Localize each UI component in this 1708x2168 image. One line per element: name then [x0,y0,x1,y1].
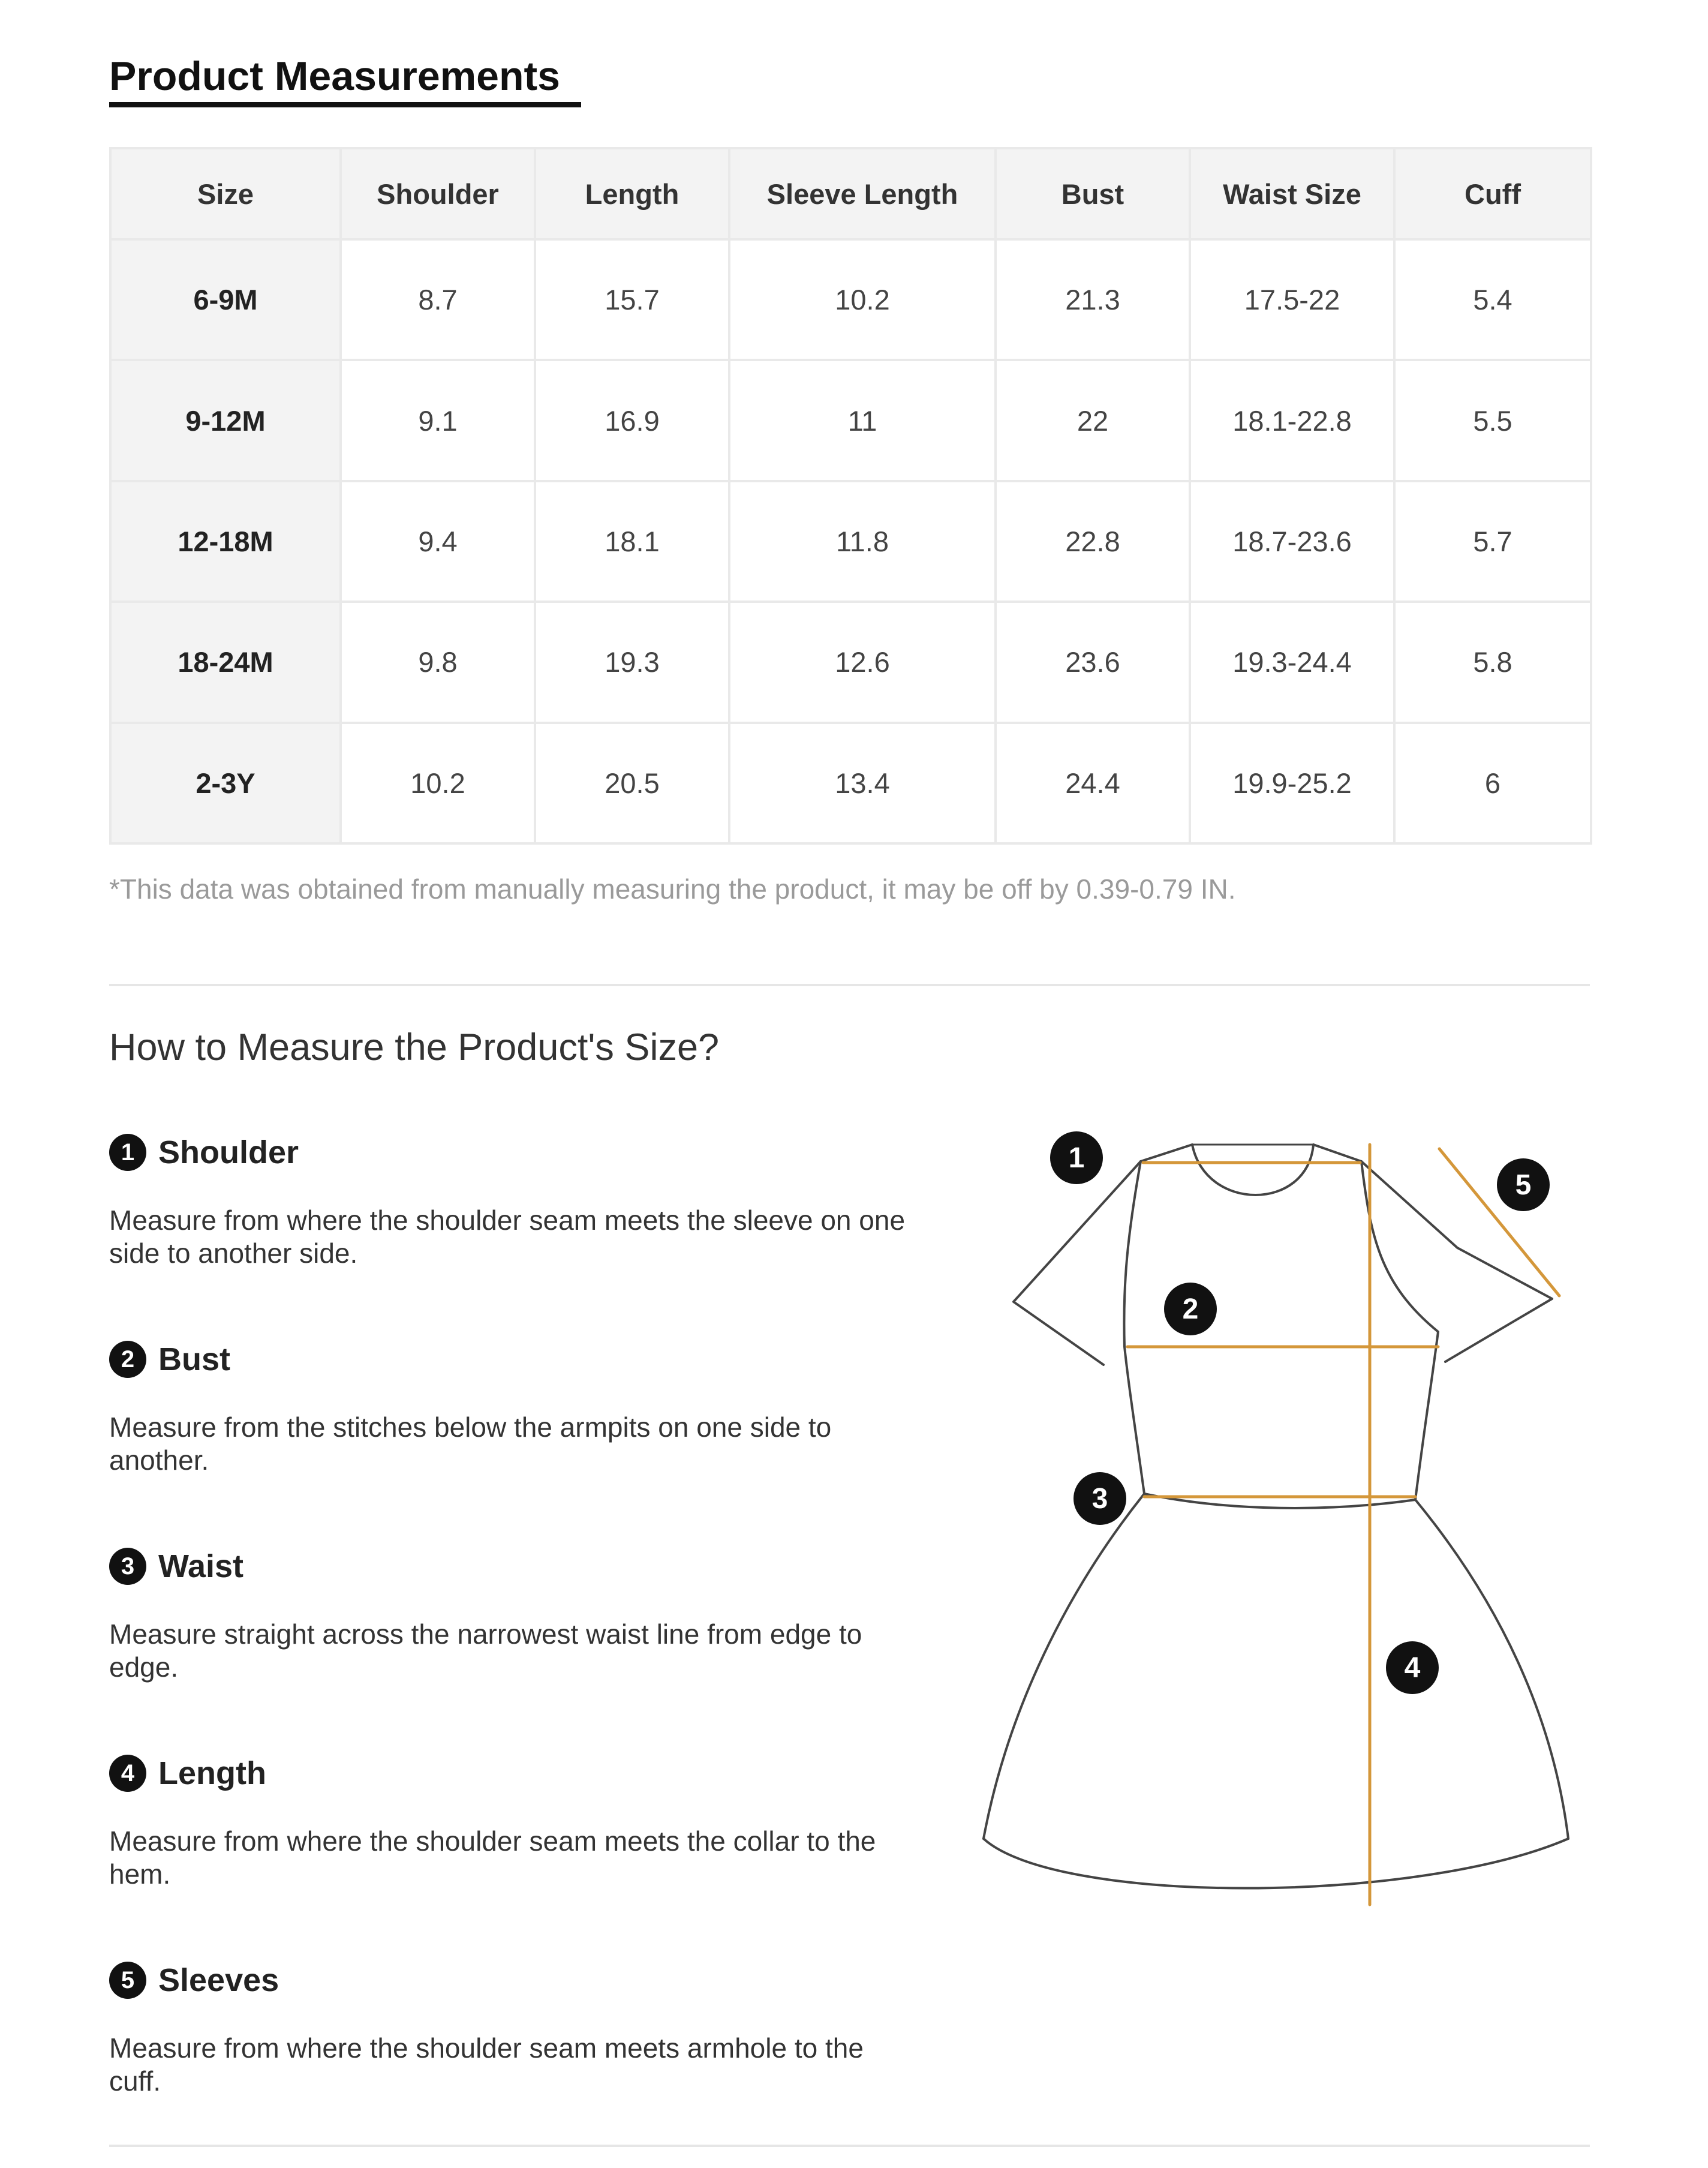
bottom-divider [109,2145,1590,2147]
step-description: Measure from the stitches below the armpits on one side to another. [109,1412,832,1476]
step-description: Measure from where the shoulder seam meets armhole to the cuff. [109,2032,864,2097]
shoulder-cell: 9.4 [341,481,535,602]
sleeve-length-cell: 13.4 [729,723,996,843]
shoulder-cell: 9.1 [341,360,535,481]
measurement-note: *This data was obtained from manually measuring the product, it may be off by 0.39-0.79 IN. [109,873,1236,905]
number-2-icon: 2 [109,1341,146,1378]
size-table [109,147,1592,845]
page-title: Product Measurements [109,53,560,99]
sleeve-length-cell: 12.6 [729,602,996,722]
step-title: Waist [158,1548,244,1584]
svg-text:5: 5 [1515,1169,1532,1201]
step-title: Sleeves [158,1962,279,1998]
bust-cell: 22 [996,360,1190,481]
how-to-measure-heading: How to Measure the Product's Size? [109,1026,720,1068]
number-4-icon: 4 [109,1755,146,1792]
shoulder-cell: 10.2 [341,723,535,843]
table-row [110,602,1591,722]
header-shoulder: Shoulder [341,148,535,239]
length-cell: 20.5 [535,723,729,843]
number-5-icon: 5 [109,1962,146,1999]
number-3-icon: 3 [109,1548,146,1585]
size-cell: 9-12M [110,360,341,481]
cuff-cell: 5.7 [1394,481,1591,602]
length-cell: 16.9 [535,360,729,481]
length-cell: 15.7 [535,239,729,360]
step-bust [109,1338,925,1477]
table-row [110,723,1591,843]
step-title: Shoulder [158,1134,299,1170]
marker-3-icon [1073,1472,1126,1525]
cuff-cell: 5.5 [1394,360,1591,481]
step-description: Measure from where the shoulder seam meets the sleeve on one side to another side. [109,1205,906,1269]
marker-1-icon [1050,1131,1103,1184]
step-waist [109,1545,925,1684]
table-header-row [110,148,1591,239]
step-shoulder [109,1131,925,1270]
cuff-cell: 6 [1394,723,1591,843]
svg-text:1: 1 [1068,1142,1085,1174]
waist-size-cell: 18.7-23.6 [1190,481,1394,602]
step-title: Length [158,1755,266,1791]
size-cell: 18-24M [110,602,341,722]
sleeve-length-cell: 11.8 [729,481,996,602]
section-divider [109,984,1590,986]
table-row [110,239,1591,360]
header-length: Length [535,148,729,239]
shoulder-cell: 9.8 [341,602,535,722]
step-title: Bust [158,1341,230,1377]
marker-2-icon [1164,1283,1217,1335]
dress-measurement-diagram [972,1116,1601,1932]
waist-size-cell: 19.9-25.2 [1190,723,1394,843]
waist-size-cell: 19.3-24.4 [1190,602,1394,722]
table-row [110,360,1591,481]
table-row [110,481,1591,602]
bust-cell: 24.4 [996,723,1190,843]
cuff-cell: 5.8 [1394,602,1591,722]
measurement-lines [1127,1145,1559,1905]
header-sleeve-length: Sleeve Length [729,148,996,239]
sleeve-length-cell: 11 [729,360,996,481]
svg-text:3: 3 [1091,1483,1108,1515]
step-description: Measure from where the shoulder seam meets the collar to the hem. [109,1825,876,1890]
bust-cell: 23.6 [996,602,1190,722]
step-sleeves [109,1959,925,2098]
shoulder-cell: 8.7 [341,239,535,360]
marker-4-icon [1386,1641,1439,1694]
header-cuff: Cuff [1394,148,1591,239]
step-length [109,1752,925,1891]
marker-5-icon [1497,1158,1550,1211]
length-cell: 19.3 [535,602,729,722]
length-cell: 18.1 [535,481,729,602]
bust-cell: 22.8 [996,481,1190,602]
number-1-icon: 1 [109,1134,146,1171]
size-cell: 12-18M [110,481,341,602]
bust-cell: 21.3 [996,239,1190,360]
svg-text:2: 2 [1182,1293,1199,1325]
size-cell: 2-3Y [110,723,341,843]
dress-outline [984,1145,1568,1888]
svg-text:4: 4 [1404,1652,1421,1684]
header-size: Size [110,148,341,239]
step-description: Measure straight across the narrowest waist line from edge to edge. [109,1619,862,1683]
header-bust: Bust [996,148,1190,239]
title-underline [109,102,581,107]
waist-size-cell: 18.1-22.8 [1190,360,1394,481]
header-waist-size: Waist Size [1190,148,1394,239]
sleeve-length-cell: 10.2 [729,239,996,360]
size-cell: 6-9M [110,239,341,360]
waist-size-cell: 17.5-22 [1190,239,1394,360]
diagram-markers [1050,1131,1550,1694]
cuff-cell: 5.4 [1394,239,1591,360]
